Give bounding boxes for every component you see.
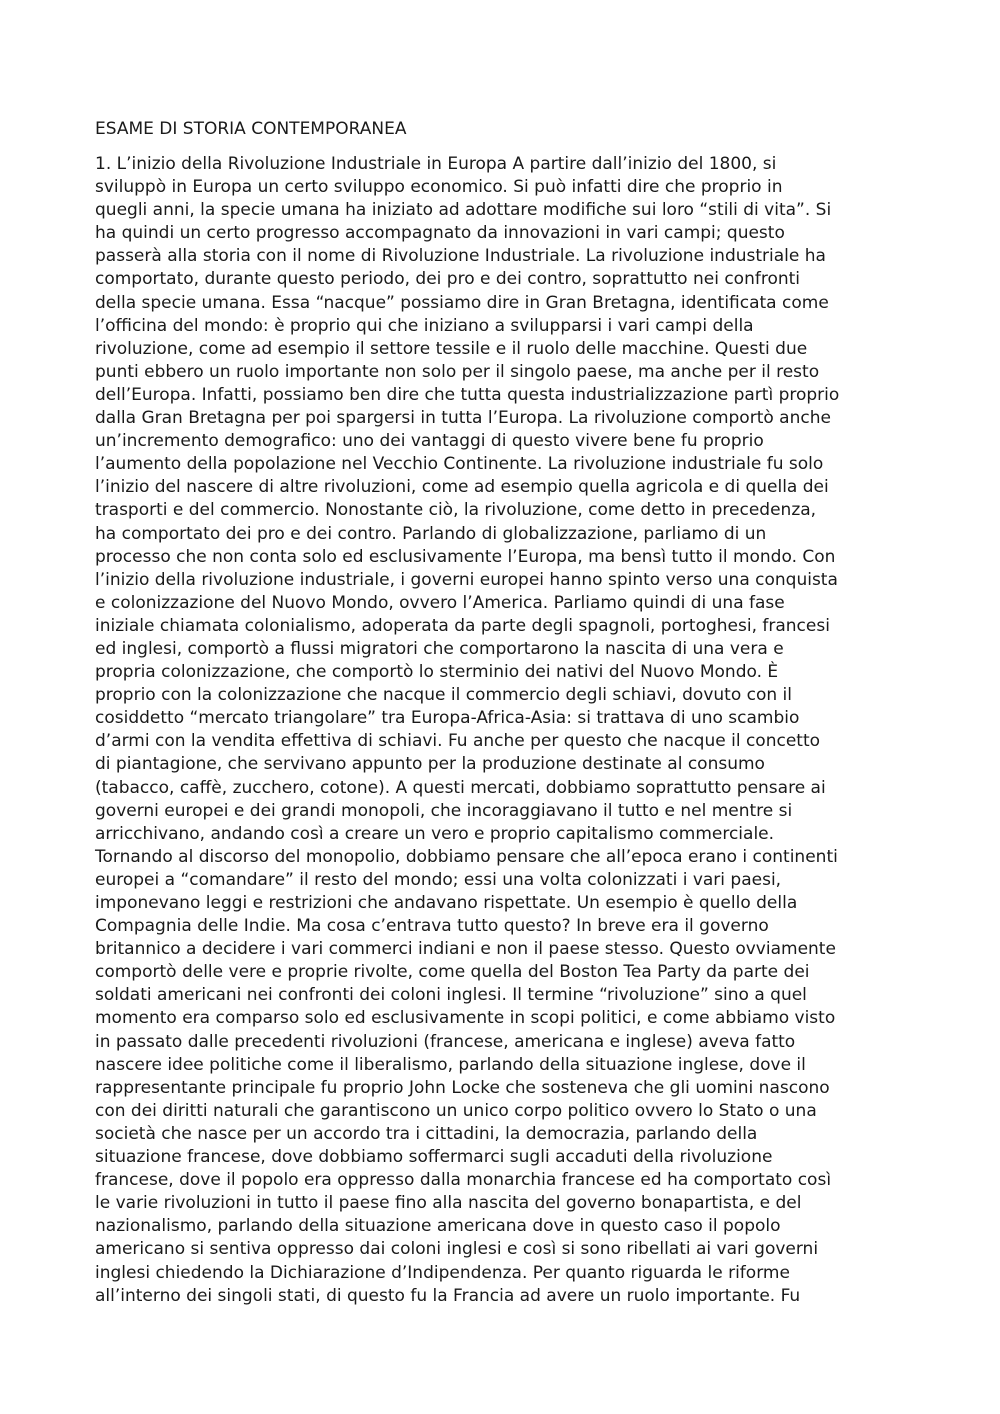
document-line: della specie umana. Essa “nacque” possiamo dire in Gran Bretagna, identificata come [95,292,829,313]
document-line: situazione francese, dove dobbiamo soffermarci sugli accaduti della rivoluzione [95,1147,773,1168]
document-line: dalla Gran Bretagna per poi spargersi in tutta l’Europa. La rivoluzione comportò anche [95,408,831,429]
document-title: ESAME DI STORIA CONTEMPORANEA [95,119,407,139]
document-line: rivoluzione, come ad esempio il settore tessile e il ruolo delle macchine. Questi due [95,338,808,359]
document-line: punti ebbero un ruolo importante non solo per il singolo paese, ma anche per il resto [95,361,820,382]
document-line: di piantagione, che servivano appunto per la produzione destinate al consumo [95,754,765,775]
document-line: cosiddetto “mercato triangolare” tra Europa-Africa-Asia: si trattava di uno scambio [95,708,800,729]
document-line: soldati americani nei confronti dei coloni inglesi. Il termine “rivoluzione” sino a quel [95,985,807,1006]
document-line: imponevano leggi e restrizioni che andavano rispettate. Un esempio è quello della [95,893,798,913]
document-line: ed inglesi, comportò a flussi migratori che comportarono la nascita di una vera e [95,638,784,659]
document-line: americano si sentiva oppresso dai coloni inglesi e così si sono ribellati ai vari governi [95,1239,819,1260]
document-line: comportò delle vere e proprie rivolte, come quella del Boston Tea Party da parte dei [95,962,810,983]
document-line: nascere idee politiche come il liberalismo, parlando della situazione inglese, dove il [95,1054,806,1075]
document-line: francese, dove il popolo era oppresso dalla monarchia francese ed ha comportato così [95,1170,832,1191]
document-line: quegli anni, la specie umana ha iniziato ad adottare modifiche sui loro “stili di vita”. Si [95,200,832,221]
document-line: un’incremento demografico: uno dei vantaggi di questo vivere bene fu proprio [95,431,764,452]
document-line: iniziale chiamata colonialismo, adoperata da parte degli spagnoli, portoghesi, francesi [95,615,830,636]
document-line: (tabacco, caffè, zucchero, cotone). A questi mercati, dobbiamo soprattutto pensare ai [95,777,826,798]
document-line: momento era comparso solo ed esclusivamente in scopi politici, e come abbiamo visto [95,1008,836,1029]
document-line: in passato dalle precedenti rivoluzioni (francese, americana e inglese) aveva fatto [95,1031,796,1052]
document-line: proprio con la colonizzazione che nacque il commercio degli schiavi, dovuto con il [95,685,792,706]
document-line: società che nasce per un accordo tra i cittadini, la democrazia, parlando della [95,1123,758,1144]
document-line: l’aumento della popolazione nel Vecchio Continente. La rivoluzione industriale fu solo [95,454,824,475]
document-line: dell’Europa. Infatti, possiamo ben dire che tutta questa industrializzazione partì proprio [95,384,840,405]
document-line: con dei diritti naturali che garantiscono un unico corpo politico ovvero lo Stato o una [95,1100,817,1121]
document-body [95,153,915,1308]
document-line: all’interno dei singoli stati, di questo fu la Francia ad avere un ruolo importante. Fu [95,1285,801,1306]
document-line: Tornando al discorso del monopolio, dobbiamo pensare che all’epoca erano i continenti [95,846,838,867]
document-line: propria colonizzazione, che comportò lo sterminio dei nativi del Nuovo Mondo. È [95,662,779,683]
document-line: britannico a decidere i vari commerci indiani e non il paese stesso. Questo ovviamente [95,939,836,960]
document-line: inglesi chiedendo la Dichiarazione d’Indipendenza. Per quanto riguarda le riforme [95,1262,790,1283]
document-line: e colonizzazione del Nuovo Mondo, ovvero l’America. Parliamo quindi di una fase [95,592,785,613]
document-line: 1. L’inizio della Rivoluzione Industriale in Europa A partire dall’inizio del 1800, si [95,154,777,174]
document-line: rappresentante principale fu proprio John Locke che sosteneva che gli uomini nascono [95,1077,830,1098]
document-line: nazionalismo, parlando della situazione americana dove in questo caso il popolo [95,1216,781,1237]
document-line: l’officina del mondo: è proprio qui che iniziano a svilupparsi i vari campi della [95,315,754,336]
document-line: l’inizio del nascere di altre rivoluzioni, come ad esempio quella agricola e di quella dei [95,477,829,498]
document-line: comportato, durante questo periodo, dei pro e dei contro, soprattutto nei confronti [95,269,801,290]
document-line: d’armi con la vendita effettiva di schiavi. Fu anche per questo che nacque il concetto [95,731,821,752]
document-line: processo che non conta solo ed esclusivamente l’Europa, ma bensì tutto il mondo. Con [95,546,836,567]
document-line: ha comportato dei pro e dei contro. Parlando di globalizzazione, parliamo di un [95,523,767,544]
document-line: ha quindi un certo progresso accompagnato da innovazioni in vari campi; questo [95,223,785,244]
document-line: trasporti e del commercio. Nonostante ciò, la rivoluzione, come detto in precedenza, [95,500,817,521]
document-line: Compagnia delle Indie. Ma cosa c’entrava tutto questo? In breve era il governo [95,916,769,937]
document-line: l’inizio della rivoluzione industriale, i governi europei hanno spinto verso una conquista [95,569,838,590]
document-line: sviluppò in Europa un certo sviluppo economico. Si può infatti dire che proprio in [95,177,783,198]
document-line: arricchivano, andando così a creare un vero e proprio capitalismo commerciale. [95,823,775,844]
document-content [95,118,915,1308]
document-line: europei a “comandare” il resto del mondo; essi una volta colonizzati i vari paesi, [95,869,782,890]
document-line: passerà alla storia con il nome di Rivoluzione Industriale. La rivoluzione industriale ha [95,246,826,267]
document-line: le varie rivoluzioni in tutto il paese fino alla nascita del governo bonapartista, e del [95,1193,802,1214]
document-line: governi europei e dei grandi monopoli, che incoraggiavano il tutto e nel mentre si [95,800,793,821]
